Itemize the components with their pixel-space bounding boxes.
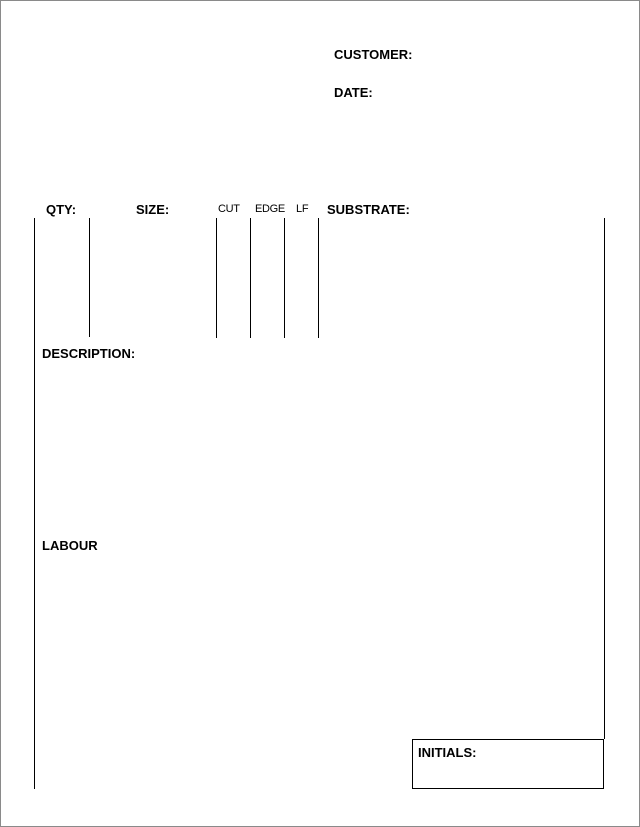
left-border-line xyxy=(34,218,35,789)
edge-label: EDGE xyxy=(255,203,285,215)
labour-label: LABOUR xyxy=(42,538,98,553)
size-label: SIZE: xyxy=(136,202,170,217)
lf-label: LF xyxy=(296,203,309,215)
lf-substrate-divider xyxy=(318,218,319,338)
initials-box xyxy=(412,739,604,789)
initials-label: INITIALS: xyxy=(418,745,477,760)
substrate-label: SUBSTRATE: xyxy=(327,202,410,217)
customer-label: CUSTOMER: xyxy=(334,47,413,62)
cut-edge-divider xyxy=(250,218,251,338)
qty-label: QTY: xyxy=(46,202,77,217)
qty-size-divider xyxy=(89,218,90,337)
date-label: DATE: xyxy=(334,85,373,100)
description-label: DESCRIPTION: xyxy=(42,346,136,361)
right-border-line xyxy=(604,218,605,739)
edge-lf-divider xyxy=(284,218,285,338)
size-cut-divider xyxy=(216,218,217,338)
cut-label: CUT xyxy=(218,203,240,215)
